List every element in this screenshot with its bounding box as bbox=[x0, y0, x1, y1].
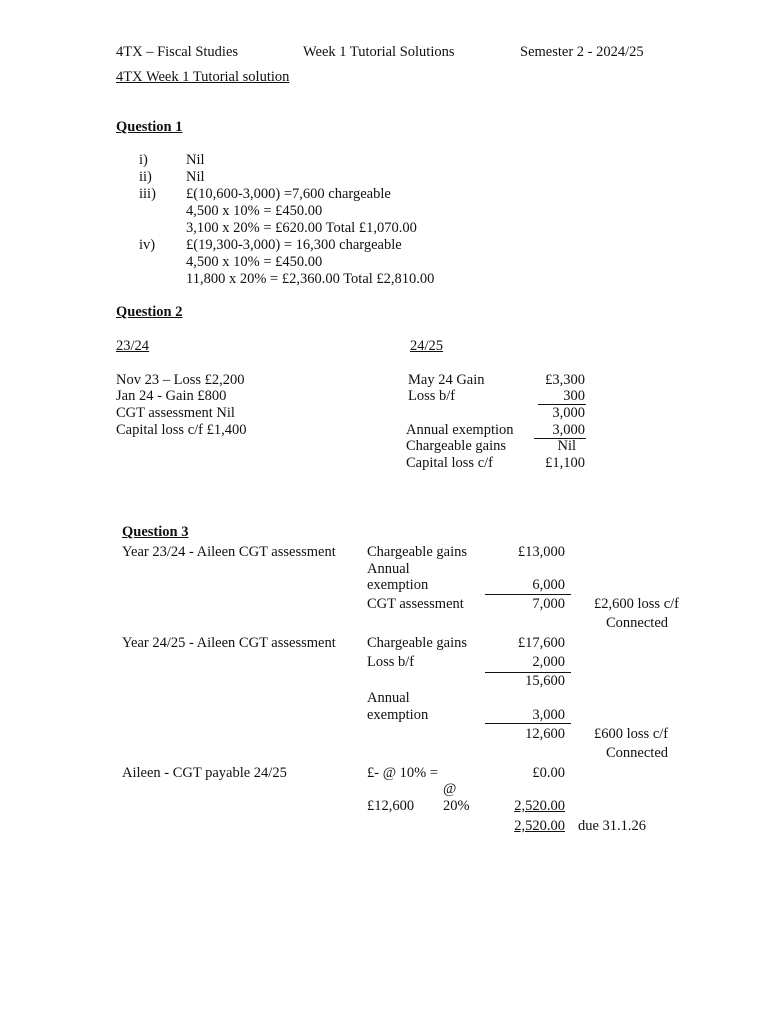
q1-item-line: Nil bbox=[186, 169, 205, 185]
q1-item-label: iv) bbox=[139, 237, 156, 253]
q3-year2-label: Annual bbox=[367, 690, 410, 706]
q2-right-value: £3,300 bbox=[545, 372, 585, 388]
q3-payable-row1-value: £0.00 bbox=[532, 765, 565, 781]
q3-underline bbox=[485, 594, 571, 595]
q3-payable-title: Aileen - CGT payable 24/25 bbox=[122, 765, 287, 781]
q1-item-line: £(19,300-3,000) = 16,300 chargeable bbox=[186, 237, 402, 253]
q3-year2-note: Connected bbox=[606, 745, 669, 761]
q1-item-line: 3,100 x 20% = £620.00 Total £1,070.00 bbox=[186, 220, 417, 236]
q1-item-line: £(10,600-3,000) =7,600 chargeable bbox=[186, 186, 391, 202]
page-subtitle: 4TX Week 1 Tutorial solution bbox=[116, 69, 290, 85]
q3-payable-at: @ bbox=[443, 781, 457, 797]
q3-payable-amount-value: 2,520.00 bbox=[514, 798, 565, 814]
q2-right-label: Capital loss c/f bbox=[406, 455, 493, 471]
q3-year2-title: Year 24/25 - Aileen CGT assessment bbox=[122, 635, 336, 651]
q2-right-label: May 24 Gain bbox=[408, 372, 485, 388]
q2-left-line: CGT assessment Nil bbox=[116, 405, 235, 421]
q3-payable-total: 2,520.00 bbox=[514, 818, 565, 834]
q3-year1-value: 6,000 bbox=[532, 577, 565, 593]
q1-item-line: 4,500 x 10% = £450.00 bbox=[186, 254, 323, 270]
q1-heading: Question 1 bbox=[116, 119, 183, 135]
q2-right-value: £1,100 bbox=[545, 455, 585, 471]
q3-year1-label: exemption bbox=[367, 577, 429, 593]
q3-payable-due: due 31.1.26 bbox=[578, 818, 647, 834]
q2-right-label: Loss b/f bbox=[408, 388, 456, 404]
q1-item-label: i) bbox=[139, 152, 148, 168]
q3-year2-note: £600 loss c/f bbox=[594, 726, 669, 742]
header-semester: Semester 2 - 2024/25 bbox=[520, 44, 644, 60]
q1-item-line: 4,500 x 10% = £450.00 bbox=[186, 203, 323, 219]
q3-year1-label: Annual bbox=[367, 561, 410, 577]
q1-item-label: iii) bbox=[139, 186, 156, 202]
q3-payable-rate: 20% bbox=[443, 798, 470, 814]
q2-heading: Question 2 bbox=[116, 304, 183, 320]
q2-right-label: Annual exemption bbox=[406, 422, 514, 438]
q2-left-line: Capital loss c/f £1,400 bbox=[116, 422, 247, 438]
q3-year1-value: £13,000 bbox=[517, 544, 565, 560]
header-course: 4TX – Fiscal Studies bbox=[116, 44, 239, 60]
q3-year1-value: 7,000 bbox=[532, 596, 565, 612]
q2-right-label: Chargeable gains bbox=[406, 438, 506, 454]
q2-left-year: 23/24 bbox=[116, 338, 150, 354]
q2-left-line: Jan 24 - Gain £800 bbox=[116, 388, 227, 404]
q3-year1-note: £2,600 loss c/f bbox=[594, 596, 679, 612]
q3-year2-label: Chargeable gains bbox=[367, 635, 467, 651]
q3-underline bbox=[485, 723, 571, 724]
q3-year2-value: 2,000 bbox=[532, 654, 565, 670]
q3-heading: Question 3 bbox=[122, 524, 189, 540]
header-doc-title: Week 1 Tutorial Solutions bbox=[303, 44, 455, 60]
q2-right-year: 24/25 bbox=[410, 338, 444, 354]
q3-payable-amount: £12,600 bbox=[367, 798, 415, 814]
q2-right-value: 3,000 bbox=[552, 405, 585, 421]
q1-item-line: Nil bbox=[186, 152, 205, 168]
q3-payable-row1-label: £- @ 10% = bbox=[367, 765, 439, 781]
q3-year1-label: Chargeable gains bbox=[367, 544, 467, 560]
q3-year2-value: £17,600 bbox=[517, 635, 565, 651]
q3-year2-value: 15,600 bbox=[525, 673, 565, 689]
q1-item-label: ii) bbox=[139, 169, 152, 185]
q2-right-value: Nil bbox=[557, 438, 576, 454]
q3-year2-value: 3,000 bbox=[532, 707, 565, 723]
q2-right-value: 3,000 bbox=[552, 422, 585, 438]
q3-year1-title: Year 23/24 - Aileen CGT assessment bbox=[122, 544, 336, 560]
q3-year1-label: CGT assessment bbox=[367, 596, 464, 612]
q2-right-value: 300 bbox=[563, 388, 585, 404]
q1-item-line: 11,800 x 20% = £2,360.00 Total £2,810.00 bbox=[186, 271, 435, 287]
q2-left-line: Nov 23 – Loss £2,200 bbox=[116, 372, 245, 388]
q3-year2-label: Loss b/f bbox=[367, 654, 415, 670]
q3-year2-label: exemption bbox=[367, 707, 429, 723]
q3-year2-value: 12,600 bbox=[525, 726, 565, 742]
q3-year1-note: Connected bbox=[606, 615, 669, 631]
